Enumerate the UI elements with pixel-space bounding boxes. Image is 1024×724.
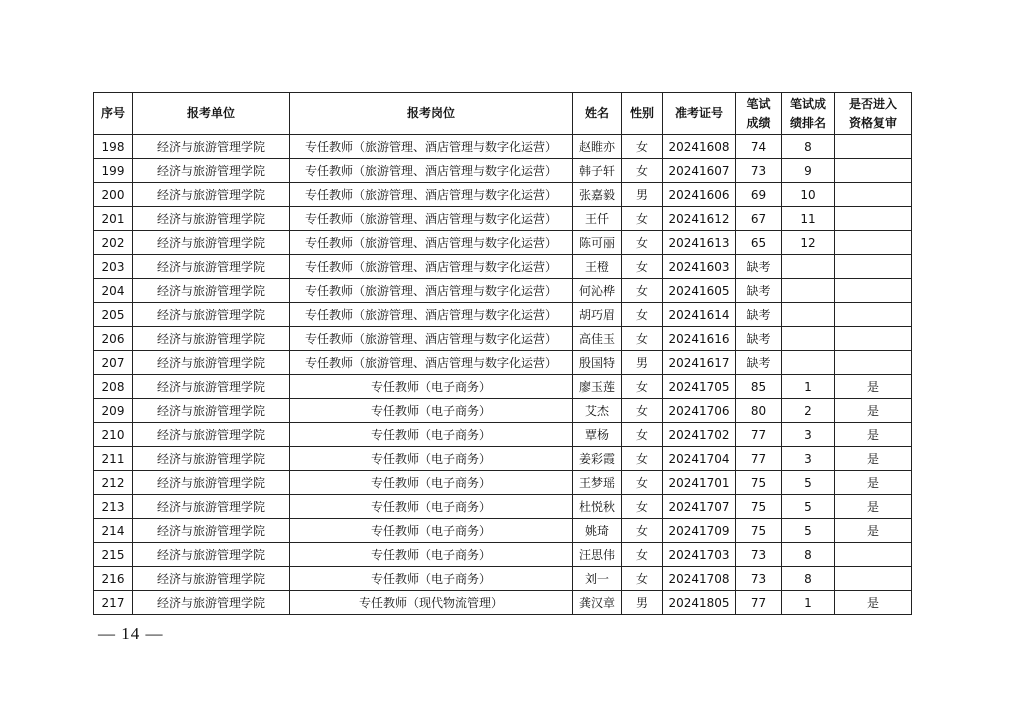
cell-post: 专任教师（现代物流管理）: [290, 591, 573, 615]
cell-ticket: 20241703: [663, 543, 736, 567]
cell-unit: 经济与旅游管理学院: [133, 447, 290, 471]
cell-post: 专任教师（旅游管理、酒店管理与数字化运营）: [290, 303, 573, 327]
cell-review: 是: [835, 399, 912, 423]
cell-ticket: 20241702: [663, 423, 736, 447]
header-score: [736, 93, 782, 135]
cell-review: 是: [835, 495, 912, 519]
cell-score: 73: [736, 159, 782, 183]
cell-name: 姜彩霞: [573, 447, 622, 471]
table-row: [94, 375, 912, 399]
cell-score: 75: [736, 471, 782, 495]
cell-gender: 女: [622, 375, 663, 399]
table-row: [94, 231, 912, 255]
cell-seq: 209: [94, 399, 133, 423]
cell-gender: 女: [622, 159, 663, 183]
cell-review: 是: [835, 447, 912, 471]
cell-review: [835, 159, 912, 183]
cell-review: [835, 231, 912, 255]
header-rank-line1: 笔试成: [789, 96, 826, 111]
table-body: [94, 135, 912, 615]
cell-review: 是: [835, 423, 912, 447]
cell-rank: 12: [782, 231, 835, 255]
cell-ticket: 20241606: [663, 183, 736, 207]
cell-seq: 211: [94, 447, 133, 471]
cell-ticket: 20241605: [663, 279, 736, 303]
table-row: [94, 423, 912, 447]
cell-seq: 213: [94, 495, 133, 519]
cell-score: 85: [736, 375, 782, 399]
cell-rank: 1: [782, 375, 835, 399]
cell-ticket: 20241613: [663, 231, 736, 255]
cell-post: 专任教师（电子商务）: [290, 375, 573, 399]
header-review-line2: 资格复审: [848, 115, 897, 130]
cell-post: 专任教师（电子商务）: [290, 423, 573, 447]
table-row: [94, 279, 912, 303]
cell-score: 缺考: [736, 327, 782, 351]
cell-gender: 女: [622, 447, 663, 471]
cell-seq: 208: [94, 375, 133, 399]
table-row: [94, 159, 912, 183]
cell-name: 陈可丽: [573, 231, 622, 255]
cell-ticket: 20241706: [663, 399, 736, 423]
cell-unit: 经济与旅游管理学院: [133, 231, 290, 255]
cell-ticket: 20241603: [663, 255, 736, 279]
cell-post: 专任教师（电子商务）: [290, 519, 573, 543]
cell-review: [835, 279, 912, 303]
cell-unit: 经济与旅游管理学院: [133, 351, 290, 375]
cell-gender: 女: [622, 255, 663, 279]
cell-name: 刘一: [573, 567, 622, 591]
cell-post: 专任教师（旅游管理、酒店管理与数字化运营）: [290, 159, 573, 183]
cell-seq: 199: [94, 159, 133, 183]
header-review: [835, 93, 912, 135]
cell-score: 73: [736, 567, 782, 591]
cell-ticket: 20241607: [663, 159, 736, 183]
cell-gender: 女: [622, 567, 663, 591]
cell-post: 专任教师（电子商务）: [290, 567, 573, 591]
table-row: [94, 207, 912, 231]
cell-post: 专任教师（电子商务）: [290, 399, 573, 423]
table-row: [94, 543, 912, 567]
cell-gender: 女: [622, 303, 663, 327]
table-row: [94, 399, 912, 423]
cell-review: [835, 303, 912, 327]
cell-unit: 经济与旅游管理学院: [133, 423, 290, 447]
cell-ticket: 20241704: [663, 447, 736, 471]
cell-rank: 5: [782, 495, 835, 519]
cell-seq: 202: [94, 231, 133, 255]
cell-score: 75: [736, 519, 782, 543]
cell-rank: 5: [782, 519, 835, 543]
cell-post: 专任教师（旅游管理、酒店管理与数字化运营）: [290, 327, 573, 351]
header-name: 姓名: [573, 93, 622, 135]
cell-name: 王梦瑶: [573, 471, 622, 495]
cell-post: 专任教师（电子商务）: [290, 543, 573, 567]
cell-ticket: 20241705: [663, 375, 736, 399]
cell-seq: 216: [94, 567, 133, 591]
cell-seq: 201: [94, 207, 133, 231]
cell-ticket: 20241707: [663, 495, 736, 519]
cell-unit: 经济与旅游管理学院: [133, 567, 290, 591]
header-gender: 性别: [622, 93, 663, 135]
cell-gender: 男: [622, 183, 663, 207]
cell-ticket: 20241616: [663, 327, 736, 351]
cell-post: 专任教师（旅游管理、酒店管理与数字化运营）: [290, 207, 573, 231]
cell-gender: 男: [622, 351, 663, 375]
cell-rank: [782, 255, 835, 279]
table-row: [94, 447, 912, 471]
table-row: [94, 327, 912, 351]
cell-seq: 200: [94, 183, 133, 207]
cell-score: 67: [736, 207, 782, 231]
header-seq: 序号: [94, 93, 133, 135]
cell-seq: 203: [94, 255, 133, 279]
cell-post: 专任教师（旅游管理、酒店管理与数字化运营）: [290, 255, 573, 279]
cell-rank: 8: [782, 543, 835, 567]
cell-rank: 3: [782, 423, 835, 447]
cell-post: 专任教师（旅游管理、酒店管理与数字化运营）: [290, 279, 573, 303]
cell-name: 韩子轩: [573, 159, 622, 183]
cell-rank: 10: [782, 183, 835, 207]
cell-rank: 5: [782, 471, 835, 495]
cell-ticket: 20241617: [663, 351, 736, 375]
cell-review: 是: [835, 471, 912, 495]
cell-gender: 女: [622, 231, 663, 255]
cell-review: [835, 183, 912, 207]
table-row: [94, 471, 912, 495]
cell-review: [835, 135, 912, 159]
cell-name: 胡巧眉: [573, 303, 622, 327]
cell-unit: 经济与旅游管理学院: [133, 207, 290, 231]
cell-gender: 女: [622, 423, 663, 447]
cell-score: 69: [736, 183, 782, 207]
cell-review: [835, 543, 912, 567]
cell-gender: 男: [622, 591, 663, 615]
cell-ticket: 20241608: [663, 135, 736, 159]
cell-unit: 经济与旅游管理学院: [133, 399, 290, 423]
cell-ticket: 20241612: [663, 207, 736, 231]
cell-score: 缺考: [736, 303, 782, 327]
cell-post: 专任教师（旅游管理、酒店管理与数字化运营）: [290, 135, 573, 159]
cell-name: 廖玉莲: [573, 375, 622, 399]
cell-name: 高佳玉: [573, 327, 622, 351]
cell-post: 专任教师（旅游管理、酒店管理与数字化运营）: [290, 351, 573, 375]
cell-name: 王仟: [573, 207, 622, 231]
cell-rank: 1: [782, 591, 835, 615]
cell-gender: 女: [622, 327, 663, 351]
cell-post: 专任教师（电子商务）: [290, 447, 573, 471]
cell-name: 艾杰: [573, 399, 622, 423]
cell-post: 专任教师（旅游管理、酒店管理与数字化运营）: [290, 231, 573, 255]
header-post: 报考岗位: [290, 93, 573, 135]
cell-ticket: 20241708: [663, 567, 736, 591]
cell-post: 专任教师（电子商务）: [290, 495, 573, 519]
cell-unit: 经济与旅游管理学院: [133, 183, 290, 207]
header-ticket: 准考证号: [663, 93, 736, 135]
table-row: [94, 135, 912, 159]
cell-ticket: 20241805: [663, 591, 736, 615]
header-rank-line2: 绩排名: [789, 115, 826, 130]
cell-gender: 女: [622, 471, 663, 495]
cell-review: [835, 255, 912, 279]
cell-name: 姚琦: [573, 519, 622, 543]
cell-unit: 经济与旅游管理学院: [133, 255, 290, 279]
cell-review: [835, 351, 912, 375]
cell-gender: 女: [622, 399, 663, 423]
header-score-line2: 成绩: [746, 115, 771, 130]
cell-post: 专任教师（旅游管理、酒店管理与数字化运营）: [290, 183, 573, 207]
cell-seq: 210: [94, 423, 133, 447]
table-row: [94, 591, 912, 615]
cell-gender: 女: [622, 279, 663, 303]
cell-gender: 女: [622, 207, 663, 231]
cell-unit: 经济与旅游管理学院: [133, 543, 290, 567]
cell-review: [835, 207, 912, 231]
cell-review: 是: [835, 519, 912, 543]
table-row: [94, 519, 912, 543]
header-rank: [782, 93, 835, 135]
cell-review: [835, 567, 912, 591]
cell-score: 77: [736, 591, 782, 615]
cell-name: 殷国特: [573, 351, 622, 375]
cell-unit: 经济与旅游管理学院: [133, 471, 290, 495]
cell-score: 缺考: [736, 351, 782, 375]
cell-review: 是: [835, 375, 912, 399]
cell-gender: 女: [622, 519, 663, 543]
cell-unit: 经济与旅游管理学院: [133, 327, 290, 351]
cell-review: 是: [835, 591, 912, 615]
cell-name: 覃杨: [573, 423, 622, 447]
cell-unit: 经济与旅游管理学院: [133, 495, 290, 519]
cell-name: 杜悦秋: [573, 495, 622, 519]
cell-seq: 206: [94, 327, 133, 351]
cell-seq: 205: [94, 303, 133, 327]
table-row: [94, 567, 912, 591]
cell-gender: 女: [622, 543, 663, 567]
cell-unit: 经济与旅游管理学院: [133, 519, 290, 543]
table-row: [94, 303, 912, 327]
cell-unit: 经济与旅游管理学院: [133, 135, 290, 159]
cell-score: 缺考: [736, 279, 782, 303]
cell-score: 77: [736, 423, 782, 447]
cell-gender: 女: [622, 495, 663, 519]
cell-rank: [782, 327, 835, 351]
cell-name: 汪思伟: [573, 543, 622, 567]
cell-rank: 11: [782, 207, 835, 231]
cell-name: 赵睢亦: [573, 135, 622, 159]
cell-rank: 8: [782, 567, 835, 591]
cell-seq: 215: [94, 543, 133, 567]
cell-score: 74: [736, 135, 782, 159]
cell-score: 73: [736, 543, 782, 567]
cell-ticket: 20241709: [663, 519, 736, 543]
cell-gender: 女: [622, 135, 663, 159]
cell-rank: [782, 351, 835, 375]
cell-seq: 212: [94, 471, 133, 495]
cell-score: 77: [736, 447, 782, 471]
cell-seq: 204: [94, 279, 133, 303]
cell-unit: 经济与旅游管理学院: [133, 375, 290, 399]
cell-rank: 2: [782, 399, 835, 423]
cell-rank: 3: [782, 447, 835, 471]
results-table: [93, 92, 912, 615]
header-review-line1: 是否进入: [848, 96, 897, 111]
cell-post: 专任教师（电子商务）: [290, 471, 573, 495]
cell-seq: 207: [94, 351, 133, 375]
cell-score: 65: [736, 231, 782, 255]
table-header-row: [94, 93, 912, 135]
cell-seq: 198: [94, 135, 133, 159]
table-row: [94, 351, 912, 375]
table-row: [94, 183, 912, 207]
cell-unit: 经济与旅游管理学院: [133, 303, 290, 327]
cell-unit: 经济与旅游管理学院: [133, 591, 290, 615]
cell-ticket: 20241614: [663, 303, 736, 327]
cell-unit: 经济与旅游管理学院: [133, 279, 290, 303]
cell-name: 张嘉毅: [573, 183, 622, 207]
table-row: [94, 495, 912, 519]
cell-ticket: 20241701: [663, 471, 736, 495]
cell-score: 80: [736, 399, 782, 423]
cell-name: 龚汉章: [573, 591, 622, 615]
page-number: — 14 —: [98, 624, 164, 643]
table-row: [94, 255, 912, 279]
header-unit: 报考单位: [133, 93, 290, 135]
cell-rank: [782, 279, 835, 303]
cell-rank: 8: [782, 135, 835, 159]
cell-rank: [782, 303, 835, 327]
cell-score: 缺考: [736, 255, 782, 279]
cell-review: [835, 327, 912, 351]
cell-seq: 214: [94, 519, 133, 543]
cell-seq: 217: [94, 591, 133, 615]
cell-name: 王橙: [573, 255, 622, 279]
cell-rank: 9: [782, 159, 835, 183]
header-score-line1: 笔试: [746, 96, 771, 111]
cell-unit: 经济与旅游管理学院: [133, 159, 290, 183]
cell-name: 何沁桦: [573, 279, 622, 303]
cell-score: 75: [736, 495, 782, 519]
